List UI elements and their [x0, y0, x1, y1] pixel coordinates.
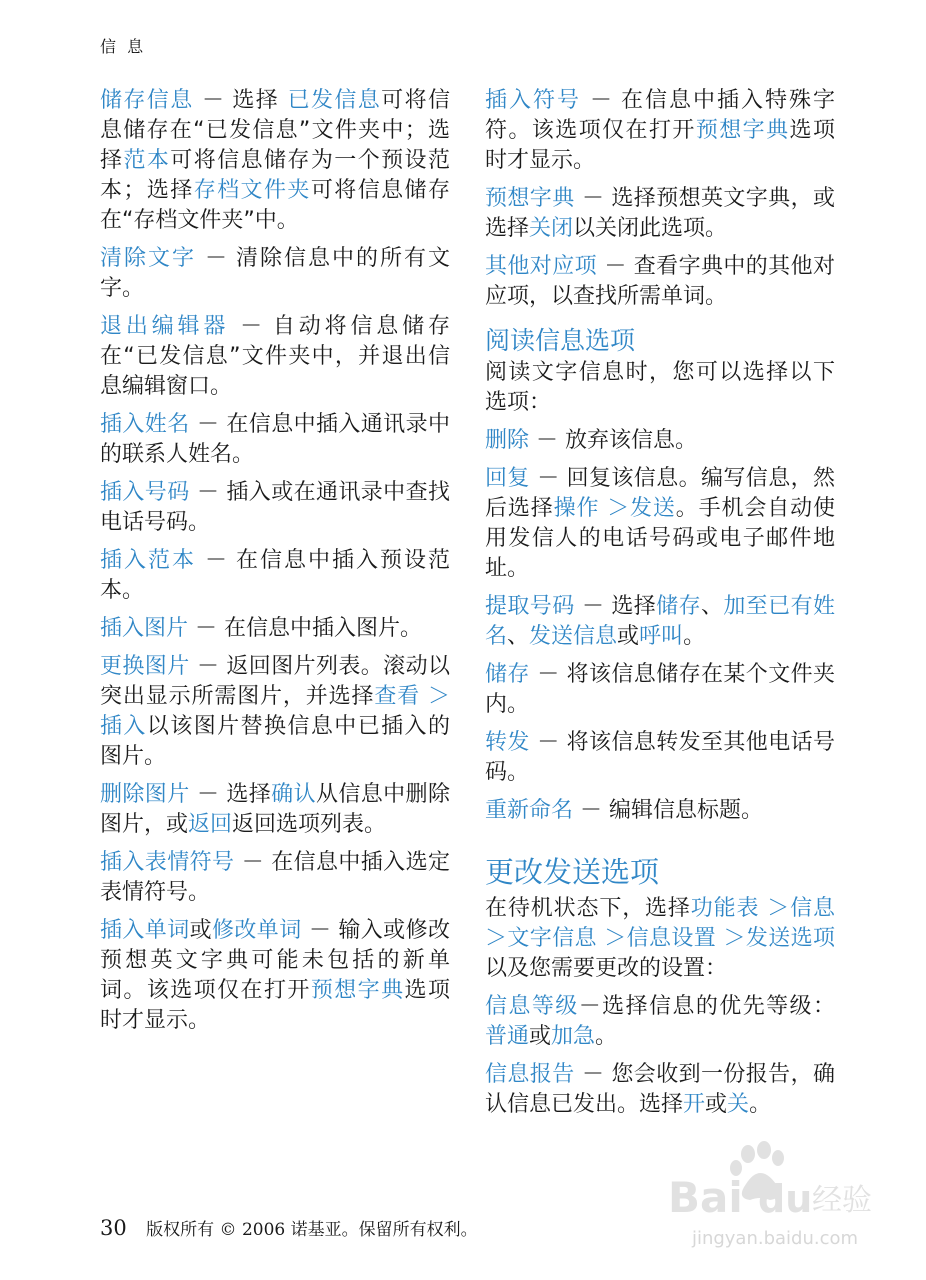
body-text: 以及您需要更改的设置：	[485, 956, 728, 981]
body-text: － 输入或修改预想英文字典可能未包括的新单词。该选项仅在打开	[100, 918, 450, 1003]
paragraph	[100, 780, 450, 840]
body-text: － 选择	[189, 782, 272, 807]
paragraph	[485, 728, 835, 788]
body-text: 可将信息储存在“已发信息”文件夹中；选择	[100, 88, 450, 173]
body-text: 或	[529, 1024, 552, 1049]
menu-term: 关	[727, 1092, 750, 1117]
body-text: 。	[683, 624, 706, 649]
body-text: 。手机会自动使用发信人的电话号码或电子邮件地址。	[485, 496, 835, 581]
paragraph	[485, 592, 835, 652]
body-text: 以该图片替换信息中已插入的图片。	[100, 714, 450, 769]
menu-term: 发送信息	[529, 624, 618, 649]
paragraph	[485, 426, 835, 456]
paragraph	[100, 614, 450, 644]
menu-term: 预想字典	[695, 118, 790, 143]
paragraph	[485, 660, 835, 720]
paragraph	[100, 916, 450, 1036]
body-text: 选项时才显示。	[485, 118, 835, 173]
body-text: 可将信息储存在“存档文件夹”中。	[100, 178, 450, 233]
menu-term: 信息等级	[485, 994, 579, 1019]
body-text: － 在信息中插入特殊字符。该选项仅在打开	[485, 88, 835, 143]
menu-term: 插入单词	[100, 918, 190, 943]
svg-text:du: du	[758, 1177, 813, 1221]
body-text: － 插入或在通讯录中查找电话号码。	[100, 480, 450, 535]
menu-term: 加至已有姓名	[485, 594, 835, 649]
body-text: － 在信息中插入预设范本。	[100, 548, 450, 603]
menu-term: 操作 ＞发送	[553, 496, 676, 521]
menu-term: 删除	[485, 428, 530, 453]
paragraph	[485, 252, 835, 312]
menu-term: 普通	[485, 1024, 530, 1049]
body-text: － 选择预想英文字典，或选择	[485, 186, 835, 241]
body-text: － 在信息中插入图片。	[188, 616, 423, 641]
menu-term: 提取号码	[485, 594, 575, 619]
menu-term: 开	[683, 1092, 706, 1117]
body-text: 或	[189, 918, 212, 943]
paragraph	[100, 478, 450, 538]
body-text: 可将信息储存为一个预设范本；选择	[100, 148, 450, 203]
body-text: －选择信息的优先等级：	[578, 994, 835, 1019]
menu-term: 删除图片	[100, 782, 190, 807]
right-column-top	[485, 86, 835, 312]
body-text: 从信息中删除图片，或	[100, 782, 450, 837]
body-text: － 将该信息转发至其他电话号码。	[485, 730, 835, 785]
body-text: － 选择	[574, 594, 657, 619]
body-text: － 您会收到一份报告，确认信息已发出。选择	[485, 1062, 835, 1117]
menu-term: 加急	[551, 1024, 596, 1049]
paragraph	[100, 652, 450, 772]
menu-term: 功能表 ＞信息 ＞文字信息 ＞信息设置 ＞发送选项	[485, 896, 835, 951]
menu-term: 其他对应项	[485, 254, 597, 279]
body-text: 或	[705, 1092, 728, 1117]
menu-term: 储存	[485, 662, 530, 687]
section-heading-read-options: 阅读信息选项	[485, 326, 636, 355]
menu-term: 查看 ＞插入	[100, 684, 450, 739]
menu-term: 插入姓名	[100, 412, 190, 437]
paragraph	[485, 184, 835, 244]
menu-term: 关闭	[529, 216, 574, 241]
menu-term: 插入号码	[100, 480, 190, 505]
paragraph	[100, 848, 450, 908]
menu-term: 转发	[485, 730, 530, 755]
paragraph	[100, 86, 450, 236]
body-text: － 自动将信息储存在“已发信息”文件夹中，并退出信息编辑窗口。	[100, 314, 450, 399]
watermark-url: jingyan.baidu.com	[691, 1228, 859, 1249]
running-header: 信 息	[100, 37, 147, 56]
paragraph	[485, 992, 835, 1052]
body-text: － 将该信息储存在某个文件夹内。	[485, 662, 835, 717]
baidu-watermark	[660, 1140, 890, 1250]
menu-term: 插入范本	[100, 548, 196, 573]
menu-term: 插入图片	[100, 616, 189, 641]
body-text: 、	[507, 624, 530, 649]
menu-term: 储存信息	[100, 88, 194, 113]
page-number: 30	[100, 1216, 127, 1240]
paragraph	[485, 796, 835, 826]
paragraph	[100, 410, 450, 470]
copyright-text: 版权所有 © 2006 诺基亚。保留所有权利。	[146, 1220, 478, 1240]
body-text: － 选择	[193, 88, 288, 113]
paragraph	[485, 464, 835, 584]
read-options-intro: 阅读文字信息时，您可以选择以下选项：	[485, 360, 835, 415]
body-text: 在待机状态下，选择	[485, 896, 691, 921]
body-text: 以关闭此选项。	[573, 216, 728, 241]
menu-term: 预想字典	[310, 978, 405, 1003]
right-column	[485, 86, 835, 1128]
paragraph	[485, 894, 835, 984]
svg-text:经验: 经验	[812, 1183, 872, 1218]
body-text: 返回选项列表。	[232, 812, 387, 837]
body-text: － 在信息中插入选定表情符号。	[100, 850, 450, 905]
body-text: 。	[595, 1024, 618, 1049]
baidu-logo-icon	[660, 1140, 890, 1230]
menu-term: 储存	[656, 594, 701, 619]
section-heading-send-options: 更改发送选项	[485, 855, 660, 889]
body-text: 或	[617, 624, 640, 649]
svg-text:Bai: Bai	[668, 1173, 743, 1222]
left-column	[100, 86, 450, 1044]
paragraph	[100, 244, 450, 304]
body-text: － 返回图片列表。滚动以突出显示所需图片，并选择	[100, 654, 450, 709]
paragraph	[485, 1060, 835, 1120]
paragraph	[100, 312, 450, 402]
body-text: 、	[700, 594, 724, 619]
menu-term: 插入符号	[485, 88, 581, 113]
menu-term: 修改单词	[212, 918, 302, 943]
paragraph	[485, 86, 835, 176]
body-text: － 在信息中插入通讯录中的联系人姓名。	[100, 412, 450, 467]
menu-term: 确认	[271, 782, 316, 807]
body-text: 选项时才显示。	[100, 978, 450, 1033]
body-text: － 清除信息中的所有文字。	[100, 246, 450, 301]
body-text: － 编辑信息标题。	[573, 798, 764, 823]
body-text: 。	[749, 1092, 772, 1117]
menu-term: 回复	[485, 466, 530, 491]
menu-term: 更换图片	[100, 654, 190, 679]
body-text: － 查看字典中的其他对应项，以查找所需单词。	[485, 254, 835, 309]
menu-term: 呼叫	[639, 624, 684, 649]
menu-term: 范本	[123, 148, 171, 173]
read-options-list	[485, 426, 835, 826]
menu-term: 信息报告	[485, 1062, 575, 1087]
menu-term: 预想字典	[485, 186, 575, 211]
page-footer	[100, 1215, 478, 1240]
menu-term: 存档文件夹	[193, 178, 311, 203]
body-text: － 放弃该信息。	[529, 428, 698, 453]
menu-term: 已发信息	[287, 88, 382, 113]
menu-term: 清除文字	[100, 246, 196, 271]
menu-term: 退出编辑器	[100, 314, 230, 339]
body-text: － 回复该信息。编写信息，然后选择	[485, 466, 835, 521]
menu-term: 插入表情符号	[100, 850, 235, 875]
send-options-list	[485, 894, 835, 1120]
menu-term: 返回	[188, 812, 233, 837]
menu-term: 重新命名	[485, 798, 574, 823]
paragraph	[100, 546, 450, 606]
